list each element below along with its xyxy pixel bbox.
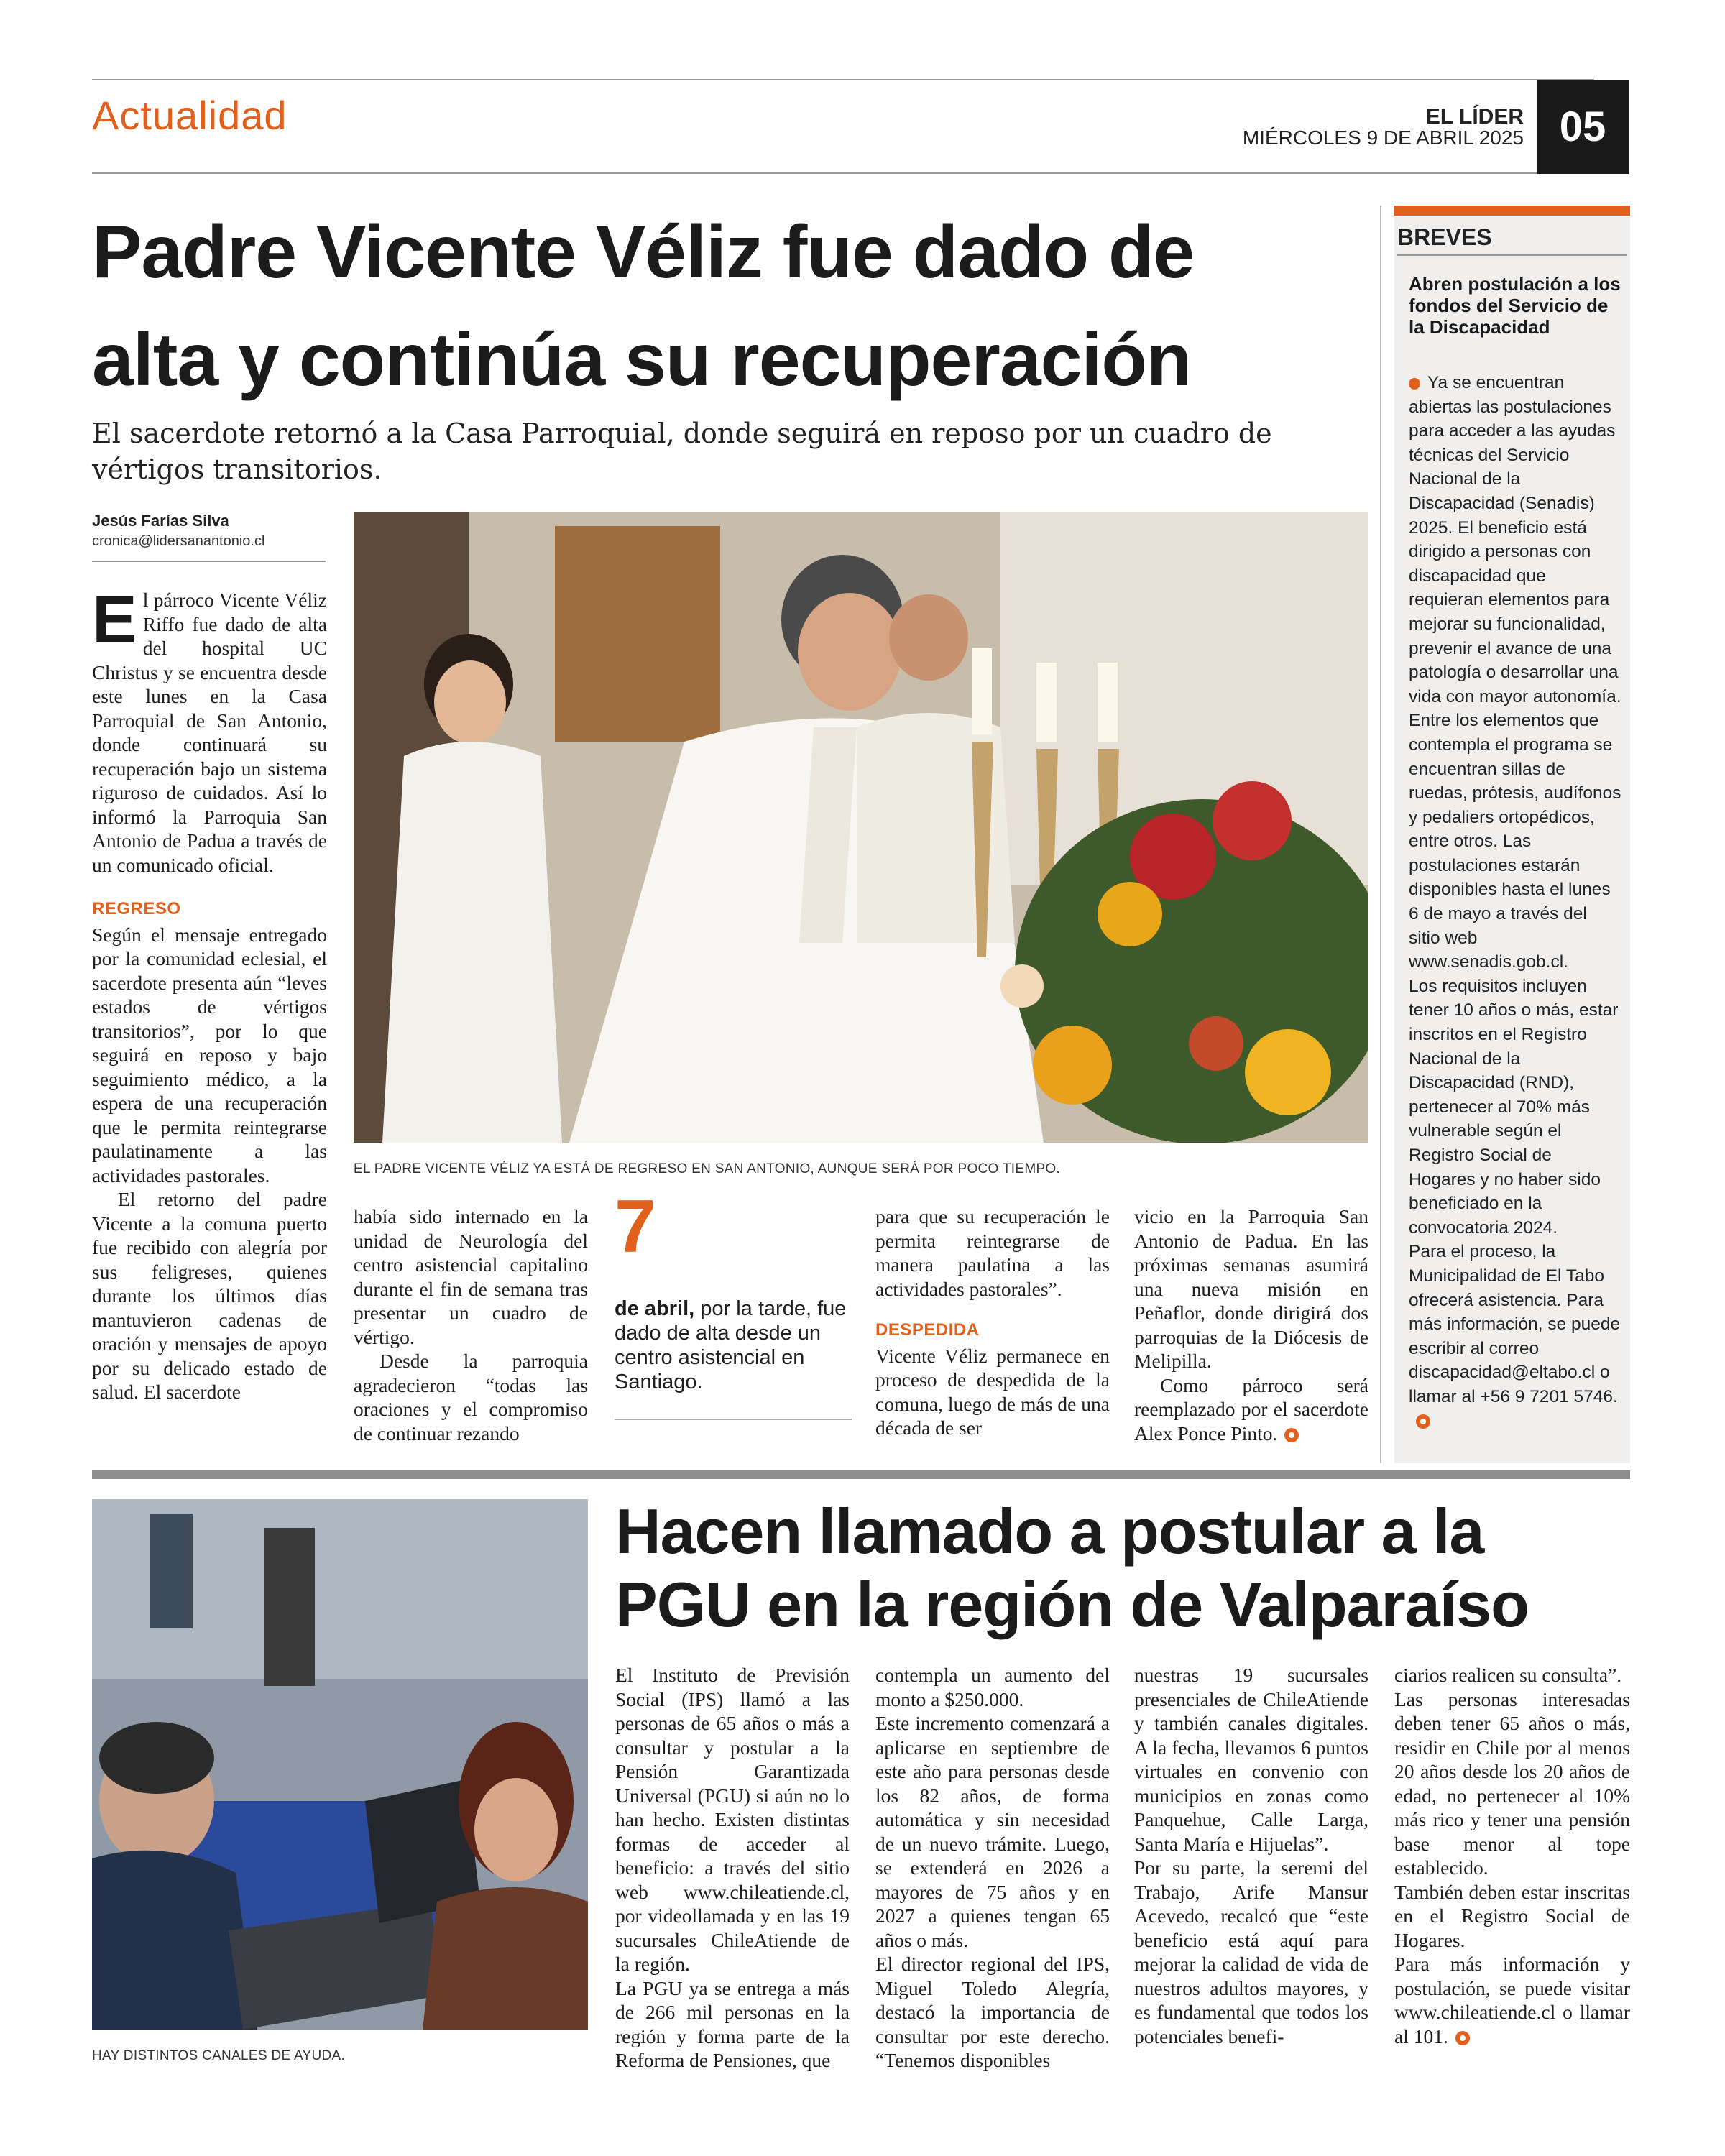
header-bottom-rule [92,172,1537,174]
pgu-paragraph-5: El director regional del IPS, Miguel Toledo Alegría, destacó la importancia de consultar por este derecho. “Tenemos disponibles [875,1953,1110,2071]
breves-top-bar [1394,206,1630,216]
fact-text [615,1296,852,1394]
headline-line-2: alta y continúa su recuperación [92,318,1192,402]
top-rule [92,79,1594,80]
pgu-paragraph-10: También deben estar inscritas en el Registro Social de Hogares. [1394,1880,1630,1951]
pgu-headline-line-1: Hacen llamado a postular a la [615,1496,1484,1567]
breves-label: BREVES [1397,224,1492,250]
fact-number: 7 [615,1185,656,1268]
breves-label-rule [1397,254,1627,256]
subhead-regreso: REGRESO [92,899,181,918]
pgu-paragraph-3: contempla un aumento del monto a $250.000. [875,1664,1110,1710]
paragraph-4: Desde la parroquia agradecieron “todas las oraciones y el compromiso de continuar rezando [354,1350,588,1445]
pgu-headline-line-2: PGU en la región de Valparaíso [615,1569,1529,1640]
newspaper-name: EL LÍDER [1425,105,1524,129]
pgu-photo-caption: HAY DISTINTOS CANALES DE AYUDA. [92,2048,346,2063]
subhead-despedida: DESPEDIDA [875,1320,980,1340]
headline-line-1: Padre Vicente Véliz fue dado de [92,211,1195,294]
article1-column-3 [875,1204,1110,1440]
lead-paragraph [92,581,327,877]
breves-divider [1380,206,1381,1463]
main-photo [354,512,1368,1143]
fact-body: por la tarde, fue dado de alta desde un centro asistencial en Santiago. [615,1297,847,1393]
dropcap: E [92,581,137,657]
section-title: Actualidad [92,93,288,138]
breves-body [1409,371,1622,1433]
pgu-paragraph-9: Las personas interesadas deben tener 65 años o más, residir en Chile por al menos 20 años desde los 20 años de edad, no pertenecer al 10% más rico y tener una pensión base menor al tope establecido. [1394,1687,1630,1879]
article1-column-2 [354,1204,588,1445]
deck: El sacerdote retornó a la Casa Parroquial, donde seguirá en reposo por un cuadro de vértigos transitorios. [92,418,1272,485]
breves-paragraph-1-text: Ya se encuentran abiertas las postulaciones para acceder a las ayudas técnicas del Servicio Nacional de la Discapacidad (Senadis) 2025. El beneficio está dirigido a personas con discapacidad que requieran elementos para mejorar su funcionalidad, prevenir el avance de una patología o desarrollar una vida con mayor autonomía. Entre los elementos que contempla el programa se encuentran sillas de ruedas, prótesis, audífonos y pedaliers ortopédicos, entre otros. Las postulaciones estarán disponibles hasta el lunes 6 de mayo a través del sitio web www.senadis.gob.cl. [1409,373,1622,972]
pgu-photo-illustration [92,1499,588,2030]
pgu-headline [615,1495,1529,1641]
article1-column-4 [1134,1204,1368,1445]
issue-date: MIÉRCOLES 9 DE ABRIL 2025 [1242,126,1524,149]
breves-paragraph-3 [1409,1240,1622,1433]
breves-paragraph-2: Los requisitos incluyen tener 10 años o más, estar inscritos en el Registro Nacional de la Discapacidad (RND), pertenecer al 70% más vulnerable según el Registro Social de Hogares y no haber sido beneficiado en la convocatoria 2024. [1409,976,1619,1238]
pgu-column-3 [1134,1663,1368,2048]
pgu-paragraph-4: Este incremento comenzará a aplicarse en septiembre de este año para personas desde los 82 años, de forma automática y sin necesidad de un nuevo trámite. Luego, se extenderá en 2026 a mayores de 75 años y en 2027 a quienes tengan 65 años o más. [875,1712,1110,1951]
lead-text: l párroco Vicente Véliz Riffo fue dado de alta del hospital UC Christus y se encuentra desde este lunes en la Casa Parroquial de San Antonio, donde continuará su recuperación bajo un sistema riguroso de cuidados. Así lo informó la Parroquia San Antonio de Padua a través de un comunicado oficial. [92,589,327,876]
byline-rule [92,561,326,562]
paragraph-3: había sido internado en la unidad de Neurología del centro asistencial capitalino durante el fin de semana tras presentar un cuadro de vértigo. [354,1205,588,1348]
pgu-paragraph-11 [1394,1952,1630,2048]
pgu-end-mark-icon [1455,2031,1470,2045]
article1-column-1 [92,581,327,1404]
bullet-dot-icon [1409,378,1420,390]
breves-paragraph-3-text: Para el proceso, la Municipalidad de El Tabo ofrecerá asistencia. Para más información, se puede escribir al correo discapacidad@eltabo.cl o llamar al +56 9 7201 5746. [1409,1242,1621,1406]
breves-paragraph-1 [1409,371,1622,975]
pgu-column-2 [875,1663,1110,2073]
fact-rule [615,1419,852,1420]
paragraph-8-text: Como párroco será reemplazado por el sacerdote Alex Ponce Pinto. [1134,1373,1368,1445]
pgu-paragraph-1: El Instituto de Previsión Social (IPS) llamó a las personas de 65 años o más a consultar y postular a la Pensión Garantizada Universal (PGU) si aún no lo han hecho. Existen distintas formas de acceder al beneficio: a través del sitio web www.chileatiende.cl, por videollamada y en las 19 sucursales ChileAtiende de la región. [615,1664,850,1975]
paragraph-8 [1134,1373,1368,1446]
pgu-paragraph-7: Por su parte, la seremi del Trabajo, Arife Mansur Acevedo, recalcó que “este beneficio está aquí para mejorar la calidad de vida de nuestros adultos mayores, y es fundamental que todos los potenciales benefi- [1134,1856,1368,2047]
main-photo-caption: EL PADRE VICENTE VÉLIZ YA ESTÁ DE REGRESO EN SAN ANTONIO, AUNQUE SERÁ POR POCO TIEMPO. [354,1161,1061,1176]
byline-name: Jesús Farías Silva [92,512,229,530]
breves-title: Abren postulación a los fondos del Servicio de la Discapacidad [1409,273,1621,338]
fact-bold: de abril, [615,1297,695,1320]
page-number: 05 [1537,80,1629,174]
paragraph-2: El retorno del padre Vicente a la comuna puerto fue recibido con alegría por sus feligreses, quienes durante los últimos días mantuvieron cadenas de oración y mensajes de apoyo por su delicado estado de salud. El sacerdote [92,1188,327,1403]
pgu-column-1 [615,1663,850,2073]
section-separator [92,1470,1630,1479]
main-photo-illustration [354,512,1368,1143]
end-mark-icon [1284,1428,1299,1442]
pgu-paragraph-2: La PGU ya se entrega a más de 266 mil personas en la región y forma parte de la Reforma de Pensiones, que [615,1976,850,2071]
paragraph-1: Según el mensaje entregado por la comunidad eclesial, el sacerdote presenta aún “leves estados de vértigos transitorios”, por lo que seguirá en reposo y bajo seguimiento médico, a la espera de una recuperación que le permita reintegrarse paulatinamente a las actividades pastorales. [92,923,327,1187]
paragraph-5: para que su recuperación le permita reintegrarse de manera paulatina a las actividades pastorales”. [875,1205,1110,1300]
breves-end-mark-icon [1416,1414,1430,1429]
pgu-photo [92,1499,588,2030]
pgu-column-4 [1394,1663,1630,2048]
pgu-paragraph-8: ciarios realicen su consulta”. [1394,1664,1622,1686]
pgu-paragraph-6: nuestras 19 sucursales presenciales de ChileAtiende y también canales digitales. A la fecha, llevamos 6 puntos virtuales en convenio con municipios en zonas como Panquehue, Calle Larga, Santa María e Hijuelas”. [1134,1664,1368,1855]
paragraph-7: vicio en la Parroquia San Antonio de Padua. En las próximas semanas asumirá una nueva misión en Peñaflor, donde dirigirá dos parroquias de la Diócesis de Melipilla. [1134,1205,1368,1372]
byline-email: cronica@lidersanantonio.cl [92,533,265,549]
headline [92,198,1194,414]
paragraph-6: Vicente Véliz permanece en proceso de despedida de la comuna, luego de más de una década de ser [875,1344,1110,1439]
pgu-paragraph-11-text: Para más información y postulación, se puede visitar www.chileatiende.cl o llamar al 101. [1394,1953,1630,2047]
